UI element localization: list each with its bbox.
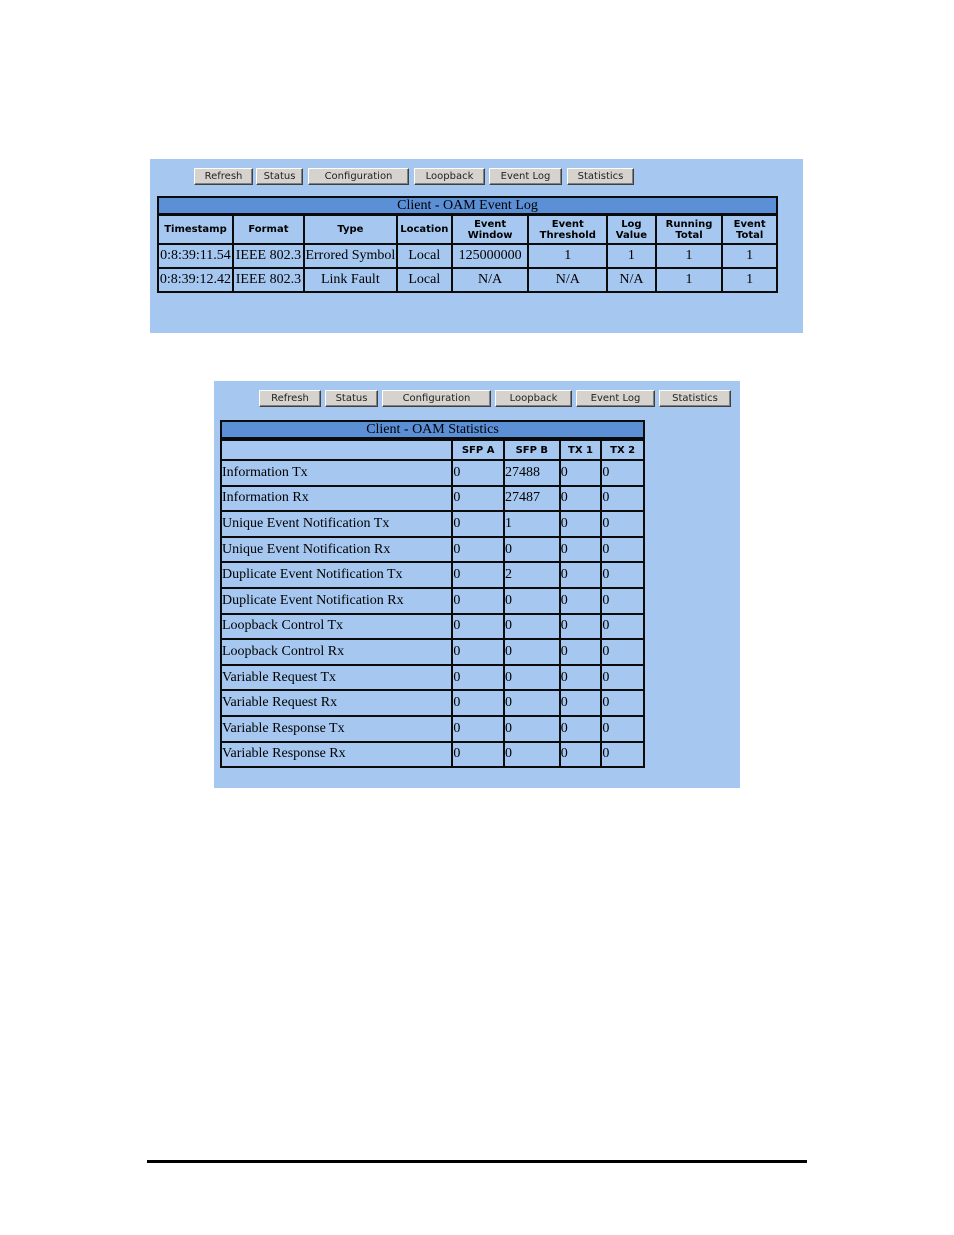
counter-value: 0 <box>452 460 504 486</box>
counter-value: 0 <box>560 460 602 486</box>
counter-value: 0 <box>452 665 504 691</box>
counter-value: 0 <box>504 588 560 614</box>
cell: IEEE 802.3 <box>233 244 304 268</box>
counter-value: 0 <box>560 511 602 537</box>
counter-value: 0 <box>504 716 560 742</box>
col-tx-1: TX 1 <box>560 440 602 460</box>
cell: Local <box>397 244 452 268</box>
cell: 1 <box>722 244 777 268</box>
configuration-button[interactable]: Configuration <box>308 168 409 185</box>
counter-value: 27487 <box>504 486 560 512</box>
event-log-table <box>157 214 778 293</box>
counter-label: Variable Response Tx <box>221 716 452 742</box>
counter-label: Loopback Control Rx <box>221 639 452 665</box>
counter-value: 0 <box>560 690 602 716</box>
table-row <box>221 690 644 716</box>
counter-value: 0 <box>504 639 560 665</box>
refresh-button[interactable]: Refresh <box>259 390 321 407</box>
col-event-window: Event Window <box>452 215 529 244</box>
col-sfp-b: SFP B <box>504 440 560 460</box>
counter-label: Duplicate Event Notification Rx <box>221 588 452 614</box>
counter-value: 0 <box>452 511 504 537</box>
counter-value: 0 <box>504 742 560 768</box>
statistics-button[interactable]: Statistics <box>659 390 731 407</box>
counter-label: Information Tx <box>221 460 452 486</box>
counter-value: 0 <box>452 562 504 588</box>
table-row <box>158 268 777 292</box>
col-counter <box>221 440 452 460</box>
counter-value: 0 <box>601 716 644 742</box>
table-row <box>221 588 644 614</box>
counter-value: 0 <box>452 588 504 614</box>
cell: N/A <box>607 268 656 292</box>
counter-value: 0 <box>452 690 504 716</box>
counter-value: 0 <box>560 665 602 691</box>
counter-value: 0 <box>601 588 644 614</box>
cell: IEEE 802.3 <box>233 268 304 292</box>
cell: Errored Symbol <box>304 244 397 268</box>
counter-value: 0 <box>601 486 644 512</box>
table-row <box>221 537 644 563</box>
statistics-header-row <box>221 440 644 460</box>
counter-value: 2 <box>504 562 560 588</box>
col-sfp-a: SFP A <box>452 440 504 460</box>
table-row <box>221 460 644 486</box>
cell: 125000000 <box>452 244 529 268</box>
col-running-total: Running Total <box>656 215 723 244</box>
counter-label: Variable Response Rx <box>221 742 452 768</box>
counter-value: 0 <box>452 537 504 563</box>
counter-value: 0 <box>504 690 560 716</box>
counter-label: Unique Event Notification Tx <box>221 511 452 537</box>
status-button[interactable]: Status <box>325 390 378 407</box>
refresh-button[interactable]: Refresh <box>194 168 253 185</box>
table-row <box>221 742 644 768</box>
counter-value: 0 <box>601 511 644 537</box>
footer-rule <box>147 1160 807 1163</box>
counter-value: 0 <box>560 716 602 742</box>
cell: N/A <box>528 268 607 292</box>
counter-value: 0 <box>601 537 644 563</box>
event-log-panel <box>150 159 803 333</box>
counter-value: 0 <box>601 690 644 716</box>
counter-value: 0 <box>601 665 644 691</box>
configuration-button[interactable]: Configuration <box>382 390 491 407</box>
counter-value: 0 <box>601 562 644 588</box>
event-log-button[interactable]: Event Log <box>489 168 562 185</box>
statistics-table <box>220 439 645 768</box>
cell: 0:8:39:12.42 <box>158 268 233 292</box>
col-location: Location <box>397 215 452 244</box>
cell: 1 <box>607 244 656 268</box>
counter-value: 0 <box>601 460 644 486</box>
counter-value: 0 <box>452 716 504 742</box>
counter-value: 0 <box>560 639 602 665</box>
counter-label: Variable Request Rx <box>221 690 452 716</box>
table-row <box>221 562 644 588</box>
cell: Local <box>397 268 452 292</box>
counter-value: 0 <box>504 614 560 640</box>
table-row <box>221 665 644 691</box>
col-timestamp: Timestamp <box>158 215 233 244</box>
cell: 1 <box>722 268 777 292</box>
event-log-header-row <box>158 215 777 244</box>
cell: Link Fault <box>304 268 397 292</box>
table-row <box>221 614 644 640</box>
cell: 1 <box>656 244 723 268</box>
counter-value: 0 <box>560 537 602 563</box>
counter-label: Variable Request Tx <box>221 665 452 691</box>
event-log-button[interactable]: Event Log <box>576 390 655 407</box>
cell: 1 <box>656 268 723 292</box>
table-row <box>221 639 644 665</box>
statistics-panel <box>214 381 740 788</box>
col-tx-2: TX 2 <box>601 440 644 460</box>
loopback-button[interactable]: Loopback <box>495 390 572 407</box>
counter-value: 0 <box>452 639 504 665</box>
status-button[interactable]: Status <box>256 168 303 185</box>
counter-value: 0 <box>560 614 602 640</box>
counter-value: 0 <box>504 537 560 563</box>
table-row <box>158 244 777 268</box>
event-log-title: Client - OAM Event Log <box>157 196 778 215</box>
counter-label: Unique Event Notification Rx <box>221 537 452 563</box>
counter-label: Loopback Control Tx <box>221 614 452 640</box>
counter-label: Information Rx <box>221 486 452 512</box>
counter-value: 0 <box>601 614 644 640</box>
counter-value: 0 <box>601 639 644 665</box>
loopback-button[interactable]: Loopback <box>414 168 485 185</box>
col-type: Type <box>304 215 397 244</box>
counter-label: Duplicate Event Notification Tx <box>221 562 452 588</box>
counter-value: 0 <box>560 588 602 614</box>
col-event-threshold: Event Threshold <box>528 215 607 244</box>
counter-value: 0 <box>560 486 602 512</box>
table-row <box>221 716 644 742</box>
counter-value: 0 <box>560 562 602 588</box>
table-row <box>221 511 644 537</box>
cell: 1 <box>528 244 607 268</box>
statistics-button[interactable]: Statistics <box>567 168 634 185</box>
counter-value: 0 <box>452 486 504 512</box>
counter-value: 0 <box>601 742 644 768</box>
cell: N/A <box>452 268 529 292</box>
counter-value: 0 <box>452 742 504 768</box>
cell: 0:8:39:11.54 <box>158 244 233 268</box>
col-format: Format <box>233 215 304 244</box>
counter-value: 0 <box>560 742 602 768</box>
statistics-title: Client - OAM Statistics <box>220 420 645 439</box>
col-log-value: Log Value <box>607 215 656 244</box>
counter-value: 0 <box>504 665 560 691</box>
col-event-total: Event Total <box>722 215 777 244</box>
counter-value: 27488 <box>504 460 560 486</box>
counter-value: 1 <box>504 511 560 537</box>
table-row <box>221 486 644 512</box>
counter-value: 0 <box>452 614 504 640</box>
